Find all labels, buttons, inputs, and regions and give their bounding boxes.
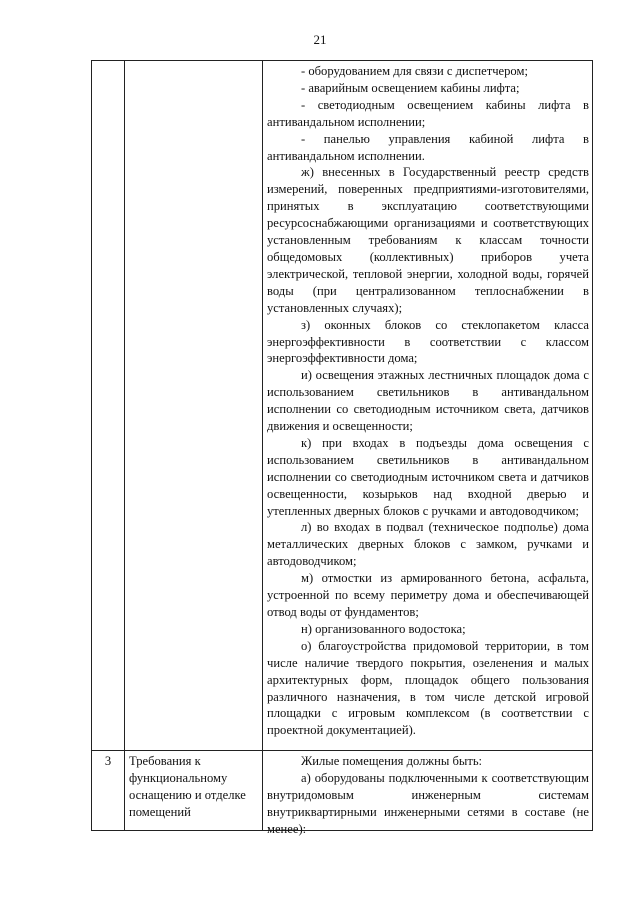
paragraph: з) оконных блоков со стеклопакетом класса энергоэффективности в соответствии с классом энергоэффективности дома; bbox=[267, 317, 589, 366]
paragraph: Жилые помещения должны быть: bbox=[301, 754, 483, 768]
paragraph: - панелью управления кабиной лифта в антивандальном исполнении. bbox=[267, 131, 589, 163]
row-number: 3 bbox=[104, 754, 112, 768]
requirements-cell bbox=[267, 753, 589, 838]
row-divider bbox=[92, 750, 592, 751]
paragraph: - светодиодным освещением кабины лифта в антивандальном исполнении; bbox=[267, 97, 589, 129]
column-divider-number bbox=[124, 61, 125, 830]
paragraph: - оборудованием для связи с диспетчером; bbox=[301, 64, 528, 78]
paragraph: н) организованного водостока; bbox=[301, 621, 466, 636]
paragraph: ж) внесенных в Государственный реестр средств измерений, поверенных предприятиями-изготовителями, принятых в эксплуатацию соответствующими ресурсоснабжающими организациями и соответствующих установленным требованиям к классам точности общедомовых (коллективных) приборов учета электрической, тепловой энергии, холодной воды, горячей воды (при централизованном теплоснабжении в установленных случаях); bbox=[267, 165, 589, 315]
paragraph: к) при входах в подъезды дома освещения с использованием светильников в антивандальном исполнении со светодиодным источником света и датчиков освещенности, козырьков над входной дверью и утепленных дверных блоков с ручками и автодоводчиком; bbox=[267, 435, 589, 518]
paragraph: а) оборудованы подключенными к соответствующим внутридомовым инженерным системам внутриквартирными инженерными сетями в составе (не менее): bbox=[267, 770, 589, 836]
row-title: Требования к функциональному оснащению и отделке помещений bbox=[129, 754, 246, 819]
page-number: 21 bbox=[313, 32, 327, 47]
paragraph: м) отмостки из армированного бетона, асфальта, устроенной по всему периметру дома и обеспечивающей отвод воды от фундаментов; bbox=[267, 571, 589, 619]
column-divider-title bbox=[262, 61, 263, 830]
paragraph: - аварийным освещением кабины лифта; bbox=[301, 80, 520, 95]
paragraph: л) во входах в подвал (техническое подполье) дома металлических дверных блоков с замком, ручками и автодоводчиком; bbox=[267, 520, 589, 569]
paragraph: и) освещения этажных лестничных площадок дома с использованием светильников в антивандальном исполнении со светодиодным источником света, датчиков движения и освещенности; bbox=[267, 368, 589, 434]
continuation-cell bbox=[267, 63, 589, 739]
paragraph: о) благоустройства придомовой территории, в том числе наличие твердого покрытия, озеленения и малых архитектурных форм, площадок общего пользования различного назначения, в том числе детской игровой площадки с игровым комплексом (в соответствии с проектной документацией). bbox=[267, 638, 589, 738]
requirements-table bbox=[91, 60, 593, 836]
